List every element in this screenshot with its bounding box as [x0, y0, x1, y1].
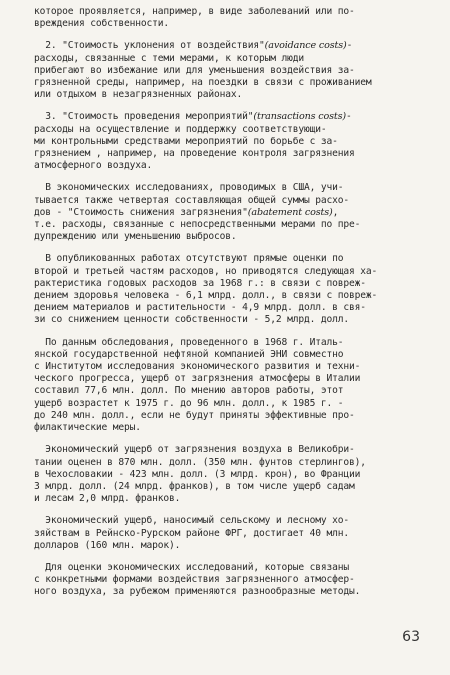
text-line: дов - "Стоимость снижения загрязнения"(abatement costs),: [34, 206, 339, 218]
text-line: ущерб возрастет к 1975 г. до 96 млн. долл., к 1985 г. -: [34, 397, 344, 409]
text-line: или отдыхом в незагрязненных районах.: [34, 89, 243, 101]
paragraph: [34, 337, 428, 435]
text-line: до 240 млн. долл., если не будут приняты эффективные про-: [34, 409, 355, 421]
paragraph: [34, 444, 428, 505]
text-line: расходы на осуществление и поддержку соответствующи-: [34, 123, 327, 135]
text-line: составил 77,6 млн. долл. По мнению авторов работы, этот: [34, 385, 344, 397]
text-line: В экономических исследованиях, проводимых в США, учи-: [34, 182, 344, 194]
paragraph: [34, 562, 428, 599]
paragraph: [34, 182, 428, 243]
text-line: Для оценки экономических исследований, которые связаны: [34, 561, 350, 573]
text-line: долларов (160 млн. марок).: [34, 539, 181, 551]
text-line: ного воздуха, за рубежом применяются разнообразные методы.: [34, 586, 361, 598]
text-line: с Институтом исследования экономического развития и техни-: [34, 361, 361, 373]
text-line: По данным обследования, проведенного в 1968 г. Италь-: [34, 336, 344, 348]
text-line: Экономический ущерб от загрязнения воздуха в Великобри-: [34, 444, 355, 456]
text-line: которое проявляется, например, в виде заболеваний или по-: [34, 6, 355, 17]
text-line: зяйствам в Рейнско-Рурском районе ФРГ, достигает 40 млн.: [34, 527, 350, 539]
page-number: 63: [402, 629, 420, 645]
text-line: с конкретными формами воздействия загрязненного атмосфер-: [34, 574, 355, 586]
text-line: тывается также четвертая составляющая общей суммы расхо-: [34, 194, 350, 206]
body-text: [34, 6, 428, 599]
text-line: дением здоровья человека - 6,1 млрд. долл., в связи с повреж-: [34, 290, 378, 302]
paragraph: [34, 40, 428, 101]
text-line: дупреждению или уменьшению выбросов.: [34, 231, 237, 243]
text-line: тании оценен в 870 млн. долл. (350 млн. фунтов стерлингов),: [34, 456, 366, 468]
text-line: 2. "Стоимость уклонения от воздействия"(avoidance costs)-: [34, 40, 353, 52]
text-line: т.е. расходы, связанные с непосредственными мерами по пре-: [34, 219, 361, 231]
text-line: и лесам 2,0 млрд. франков.: [34, 493, 181, 505]
text-line: 3 млрд. долл. (24 млрд. франков), в том числе ущерб садам: [34, 480, 355, 492]
handwritten-term: (abatement costs): [247, 206, 333, 218]
paragraph: [34, 6, 428, 30]
text-line: ческого прогресса, ущерб от загрязнения атмосферы в Италии: [34, 373, 361, 385]
text-line: филактические меры.: [34, 422, 141, 434]
handwritten-term: (avoidance costs): [264, 40, 347, 52]
text-line: В опубликованных работах отсутствуют прямые оценки по: [34, 253, 344, 265]
text-line: расходы, связанные с теми мерами, к которым люди: [34, 52, 305, 64]
text-line: зи со снижением ценности собственности - 5,2 млрд. долл.: [34, 314, 350, 326]
paragraph: [34, 253, 428, 326]
text-line: 3. "Стоимость проведения мероприятий"(transactions costs)-: [34, 111, 352, 123]
text-line: атмосферного воздуха.: [34, 160, 153, 172]
text-line: грязнением , например, на проведение контроля загрязнения: [34, 148, 355, 160]
text-line: вреждения собственности.: [34, 18, 170, 30]
paragraph: [34, 111, 428, 172]
text-line: дением материалов и растительности - 4,9 млрд. долл. в свя-: [34, 302, 366, 314]
text-line: второй и третьей частям расходов, но приводятся следующая ха-: [34, 265, 378, 277]
text-line: ми контрольными средствами мероприятий по борьбе с за-: [34, 135, 338, 147]
text-line: в Чехословакии - 423 млн. долл. (3 млрд. крон), во Франции: [34, 468, 361, 480]
text-line: прибегают во избежание или для уменьшения воздействия за-: [34, 64, 355, 76]
text-line: Экономический ущерб, наносимый сельскому и лесному хо-: [34, 515, 350, 527]
text-line: грязненной среды, например, на поездки в связи с проживанием: [34, 77, 372, 89]
paragraph: [34, 515, 428, 552]
handwritten-term: (transactions costs): [253, 111, 346, 123]
text-line: янской государственной нефтяной компанией ЭНИ совместно: [34, 348, 344, 360]
text-line: рактеристика годовых расходов за 1968 г.: в связи с повреж-: [34, 277, 366, 289]
